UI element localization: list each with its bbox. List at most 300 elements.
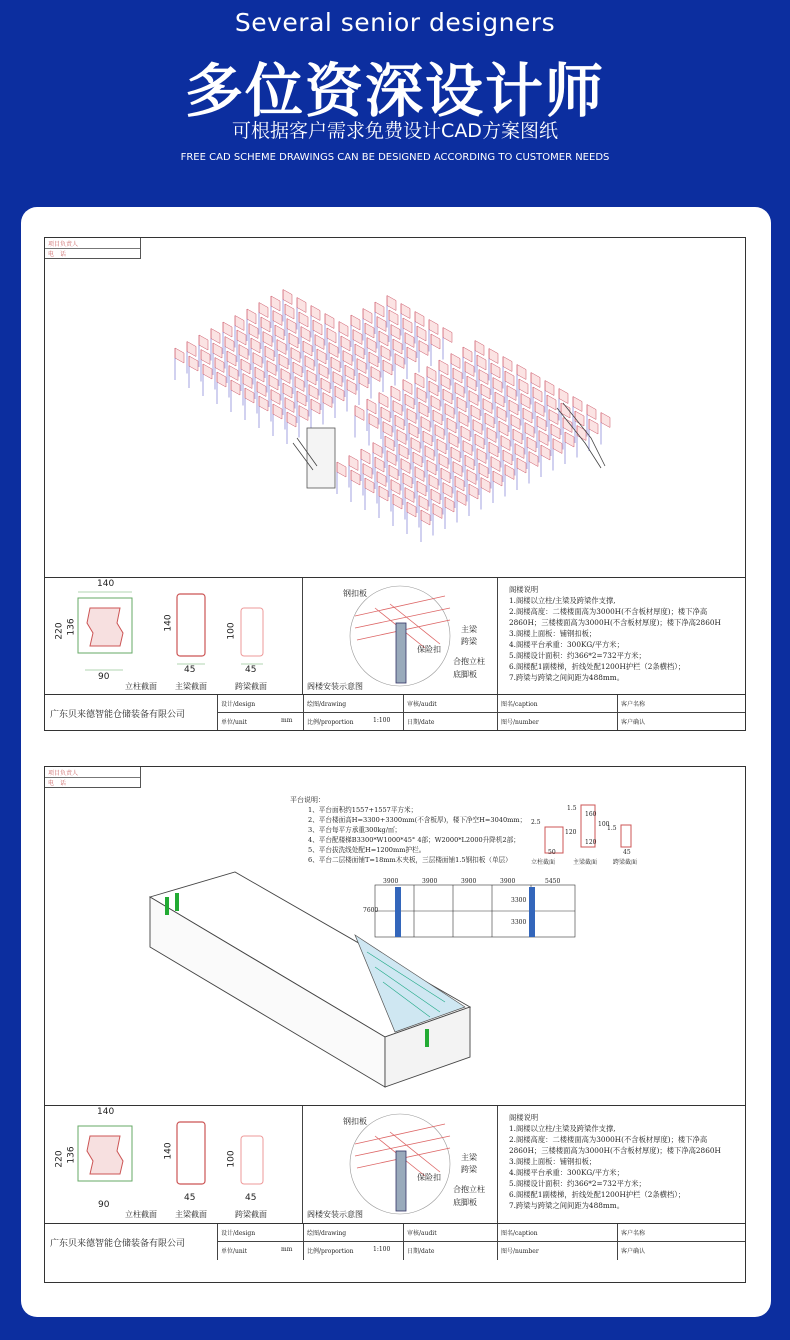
label-column: 合抱立柱 [453,1185,485,1194]
rack-unit [367,338,376,353]
rack-unit [275,325,284,340]
rack-unit [383,422,392,437]
rack-unit [351,470,360,485]
rack-unit [335,386,344,401]
rack-unit [539,431,548,446]
rack-unit [327,328,336,343]
rack-unit [441,375,450,390]
rack-unit [321,378,330,393]
rack-unit [337,462,346,477]
rack-unit [379,331,388,346]
rack-unit [499,421,508,436]
mini-label-post: 立柱截面 [531,859,556,866]
rack-unit [357,359,366,374]
rack-unit [175,348,184,363]
rack-unit [445,497,454,512]
rack-unit [407,409,416,424]
platform-title: 平台说明： [290,796,325,804]
rack-unit [389,310,398,325]
label-safety-buckle: 保险扣 [417,1173,441,1182]
rack-unit [415,467,424,482]
elev-d4: 3900 [500,878,516,885]
rack-unit [439,454,448,469]
rack-unit [377,472,386,487]
rack-unit [297,298,306,313]
rack-unit [457,397,466,412]
rack-unit [441,468,450,483]
rack-unit [481,384,490,399]
rack-unit [527,437,536,452]
rack-unit [419,496,428,511]
rack-unit [235,316,244,331]
rack-unit [445,404,454,419]
rack-unit [277,340,286,355]
rack-unit [319,364,328,379]
rack-unit [379,486,388,501]
note-line: 2.阁楼高度：二楼楼面高为3000H(不含板材厚度)；楼下净高 [509,607,708,616]
tb-date: 日期/date [407,1248,435,1255]
label-main-beam: 主梁 [461,1153,477,1162]
tb-date: 日期/date [407,719,435,726]
rack-unit [427,460,436,475]
rack-unit [417,388,426,403]
mini-label-main-beam: 主梁截面 [573,859,598,866]
rack-unit [413,452,422,467]
rack-unit [505,371,514,386]
rack-unit [501,436,510,451]
rack-unit [403,380,412,395]
rack-unit [545,381,554,396]
rack-unit [447,418,456,433]
rack-unit [455,383,464,398]
rack-unit [305,356,314,371]
mini-span-beam [621,825,631,847]
rack-unit [297,391,306,406]
rack-unit [559,389,568,404]
rack-unit [363,309,372,324]
rack-unit [431,334,440,349]
rack-unit [503,357,512,372]
tb-drawing: 绘图/drawing [307,1230,347,1237]
rack-unit [439,360,448,375]
rack-unit [405,333,414,348]
rack-unit [437,439,446,454]
rack-unit [203,364,212,379]
rack-unit [491,363,500,378]
detail-area [45,577,745,695]
rack-unit [259,396,268,411]
rack-unit [389,465,398,480]
rack-unit [241,359,250,374]
rack-unit [589,419,598,434]
tb-customer: 客户名称 [621,701,646,708]
dim-span-beam-w: 45 [245,665,257,675]
rack-unit [459,412,468,427]
rack-unit [471,405,480,420]
rack-unit [431,489,440,504]
rack-unit [263,332,272,347]
tb-caption: 图名/caption [501,701,538,708]
platform-note: 5、平台拔洗线处配H=1200mm护栏。 [308,846,426,854]
note-line: 2860H；三楼楼面高为3000H(不含板材厚度)；楼下净高2860H [509,1146,721,1155]
mini-d5: 50 [548,849,556,856]
rack-unit [523,408,532,423]
platform-note: 2、平台楼面高H=3300+3300mm(不含板厚)，楼下净空H=3040mm； [308,816,527,824]
rack-unit [443,483,452,498]
isometric-mezzanine-drawing [45,238,745,578]
rack-unit [343,351,352,366]
label-base-plate: 底脚板 [453,1198,477,1207]
span-beam-section [241,608,263,656]
rack-unit [421,510,430,525]
rack-unit [273,311,282,326]
tb-proportion-value: 1:100 [373,1246,391,1253]
tb-number: 图号/number [501,719,539,726]
cad-drawing-sheet-1 [44,237,746,731]
rack-unit [531,373,540,388]
note-line: 3.阁楼上面板：铺钢扣板； [509,1157,597,1166]
note-line: 6.阁楼配1副楼梯，折线处配1200H护栏（2条横档）； [509,662,686,671]
rack-unit [315,335,324,350]
rack-unit [291,348,300,363]
rack-unit [453,368,462,383]
dim-span-beam-w: 45 [245,1193,257,1203]
elev-d5: 5450 [545,878,561,885]
rack-unit [519,379,528,394]
hero-english-title: Several senior designers [234,8,556,37]
note-line: 4.阁楼平台承重：300KG/平方米； [509,640,624,649]
rack-unit [355,344,364,359]
rack-unit [475,434,484,449]
hero-subtitle: 可根据客户需求免费设计CAD方案图纸 [232,120,558,142]
dim-main-beam-w: 45 [184,665,196,675]
tb-unit-value: mm [281,1246,293,1253]
tb-unit: 单位/unit [221,1248,248,1255]
rack-unit [535,402,544,417]
rack-unit [189,356,198,371]
tb-unit-value: mm [281,717,293,724]
label-safety-buckle: 保险扣 [417,645,441,654]
note-line: 1.阁楼以立柱/主梁及跨梁作支撑, [509,596,616,605]
rack-unit [347,380,356,395]
rack-unit [199,335,208,350]
rack-unit [257,382,266,397]
rack-unit [495,392,504,407]
rack-unit [403,318,412,333]
rack-unit [467,470,476,485]
tb-confirm: 客户确认 [621,719,646,726]
rack-unit [521,394,530,409]
label-base-plate: 底脚板 [453,670,477,679]
rack-unit [237,330,246,345]
rack-unit [429,475,438,490]
rack-unit [465,455,474,470]
note-line: 5.阁楼设计面积：约366*2=732平方米； [509,1179,646,1188]
rack-unit [325,314,334,329]
rack-unit [407,347,416,362]
rack-unit [415,312,424,327]
rack-unit [387,296,396,311]
tb-caption: 图名/caption [501,1230,538,1237]
rack-unit [491,457,500,472]
note-line: 1.阁楼以立柱/主梁及跨梁作支撑, [509,1124,616,1133]
rack-unit [229,366,238,381]
rack-unit [537,416,546,431]
rack-unit [547,395,556,410]
rack-unit [367,399,376,414]
rack-unit [449,433,458,448]
rack-unit [355,406,364,421]
rack-unit [565,432,574,447]
rack-unit [517,458,526,473]
rack-unit [331,357,340,372]
rack-unit [279,354,288,369]
rack-unit [375,457,384,472]
rack-unit [451,447,460,462]
rack-unit [513,429,522,444]
dim-post-h2: 136 [66,1146,77,1164]
rack-unit [541,445,550,460]
rack-unit [391,325,400,340]
note-line: 7.跨梁与跨梁之间间距为488mm。 [509,1201,624,1210]
rack-unit [473,420,482,435]
rack-unit [463,441,472,456]
rack-unit [431,396,440,411]
tb-proportion: 比例/proportion [307,1248,354,1255]
notes-title: 阁楼说明 [509,1113,539,1122]
rack-unit [225,337,234,352]
rack-unit [549,410,558,425]
mini-d3: 100 [598,821,610,828]
rack-unit [339,322,348,337]
rack-unit [329,343,338,358]
rack-unit [409,423,418,438]
rack-unit [515,444,524,459]
rack-unit [301,327,310,342]
rack-unit [479,370,488,385]
rack-unit [303,341,312,356]
rack-unit [511,415,520,430]
rack-unit [529,452,538,467]
platform-note: 6、平台二层楼面铺T=18mm木夹板，三层楼面铺1.5钢扣板（单层） [308,856,512,864]
rack-unit [359,373,368,388]
tb-unit: 单位/unit [221,719,248,726]
rack-unit [457,491,466,506]
rack-unit [477,449,486,464]
detail-area [45,1105,745,1224]
company-name: 广东贝来德智能仓储装备有限公司 [50,1239,186,1249]
rack-unit [469,391,478,406]
rack-unit [253,353,262,368]
rack-unit [365,323,374,338]
rack-unit [323,393,332,408]
rack-unit [601,413,610,428]
rack-unit [489,442,498,457]
label-steel-plate: 钢扣板 [343,589,367,598]
rack-unit [361,449,370,464]
note-line: 7.跨梁与跨梁之间间距为488mm。 [509,673,624,682]
tb-audit: 审核/audit [407,701,437,708]
dim-post-h1: 220 [54,622,65,640]
note-line: 4.阁楼平台承重：300KG/平方米； [509,1168,624,1177]
rack-unit [273,404,282,419]
rack-unit [269,375,278,390]
label-post-section: 立柱截面 [125,682,157,691]
tb-design: 设计/design [221,701,256,708]
rack-unit [311,399,320,414]
mini-label-span-beam: 跨梁截面 [613,859,638,866]
company-name: 广东贝来德智能仓储装备有限公司 [50,710,186,720]
rack-unit [283,383,292,398]
rack-unit [433,504,442,519]
rack-unit [365,478,374,493]
mini-t2: 1.5 [567,805,577,812]
rack-unit [283,290,292,305]
rack-unit [417,481,426,496]
header-row2: 电 话 [48,251,67,258]
mini-t3: 1.5 [607,825,617,832]
rack-unit [425,446,434,461]
rack-unit [271,390,280,405]
rack-unit [251,338,260,353]
rack-unit [421,417,430,432]
rack-unit [399,444,408,459]
rack-unit [517,365,526,380]
rack-unit [509,400,518,415]
notes-title: 阁楼说明 [509,585,539,594]
note-line: 6.阁楼配1副楼梯，折线处配1200H护栏（2条横档）； [509,1190,686,1199]
rack-unit [299,406,308,421]
rack-unit [463,347,472,362]
rack-unit [307,370,316,385]
rack-unit [395,415,404,430]
rack-unit [487,428,496,443]
rack-unit [403,473,412,488]
elev-left: 7600 [363,907,379,914]
rack-unit [407,502,416,517]
dim-post-h1: 220 [54,1150,65,1168]
rack-unit [255,367,264,382]
rack-unit [271,296,280,311]
label-span-beam-section: 跨梁截面 [235,682,267,691]
rack-unit [261,317,270,332]
rack-unit [353,330,362,345]
header-row1: 项目负责人 [48,770,79,777]
platform-note: 3、平台每平方承重300kg/㎡； [308,826,402,834]
hero-chinese-title: 多位资深设计师 [184,57,605,125]
section-drawings [45,578,745,695]
rack-unit [477,355,486,370]
rack-unit [369,414,378,429]
title-block [45,694,745,730]
rack-unit [443,389,452,404]
rack-unit [429,320,438,335]
label-steel-plate: 钢扣板 [343,1117,367,1126]
mini-d6: 45 [623,849,631,856]
rack-unit [393,494,402,509]
rack-unit [285,304,294,319]
hero-banner [0,0,790,200]
label-span-beam-section: 跨梁截面 [235,1210,267,1219]
rack-unit [427,367,436,382]
rack-unit [415,373,424,388]
rack-unit [369,352,378,367]
rack-unit [391,386,400,401]
label-post-section: 立柱截面 [125,1210,157,1219]
rack-unit [187,342,196,357]
label-span-beam: 跨梁 [461,1165,477,1174]
rack-unit [333,372,342,387]
rack-unit [401,459,410,474]
tb-proportion-value: 1:100 [373,717,391,724]
rack-unit [587,405,596,420]
header-row1: 项目负责人 [48,241,79,248]
rack-unit [405,394,414,409]
tb-proportion: 比例/proportion [307,719,354,726]
rack-unit [349,456,358,471]
label-main-beam-section: 主梁截面 [175,1210,207,1219]
rack-unit [379,393,388,408]
label-column: 合抱立柱 [453,657,485,666]
rack-unit [391,480,400,495]
tb-design: 设计/design [221,1230,256,1237]
rack-unit [467,376,476,391]
dim-main-beam-h: 140 [163,1142,174,1160]
rack-unit [435,425,444,440]
rack-unit [201,350,210,365]
platform-note: 1、平台面积约1557+1557平方米； [308,806,418,814]
label-main-beam-section: 主梁截面 [175,682,207,691]
rack-unit [419,402,428,417]
label-main-beam: 主梁 [461,625,477,634]
rack-unit [281,369,290,384]
note-line: 2860H；三楼楼面高为3000H(不含板材厚度)；楼下净高2860H [509,618,721,627]
dim-main-beam-w: 45 [184,1193,196,1203]
elev-h2: 3300 [511,919,527,926]
rack-unit [395,354,404,369]
rack-unit [493,378,502,393]
rack-unit [489,349,498,364]
rack-unit [371,367,380,382]
elev-d2: 3900 [422,878,438,885]
mini-d1: 120 [565,829,577,836]
rack-unit [345,365,354,380]
tb-customer: 客户名称 [621,1230,646,1237]
rack-unit [507,386,516,401]
rack-unit [265,346,274,361]
label-install-caption: 阁楼安装示意图 [307,1210,363,1219]
rack-unit [375,302,384,317]
rack-unit [259,303,268,318]
rack-unit [377,317,386,332]
label-install-caption: 阁楼安装示意图 [307,682,363,691]
note-line: 5.阁楼设计面积：约366*2=732平方米； [509,651,646,660]
rack-unit [433,410,442,425]
elev-d3: 3900 [461,878,477,885]
tb-audit: 审核/audit [407,1230,437,1237]
rack-unit [287,319,296,334]
mini-t1: 2.5 [531,819,541,826]
rack-unit [419,341,428,356]
rack-unit [453,462,462,477]
tb-number: 图号/number [501,1248,539,1255]
rack-unit [469,484,478,499]
rack-unit [285,398,294,413]
dim-post-base: 90 [98,1200,110,1210]
rack-unit [393,339,402,354]
rack-unit [247,309,256,324]
rack-unit [223,322,232,337]
